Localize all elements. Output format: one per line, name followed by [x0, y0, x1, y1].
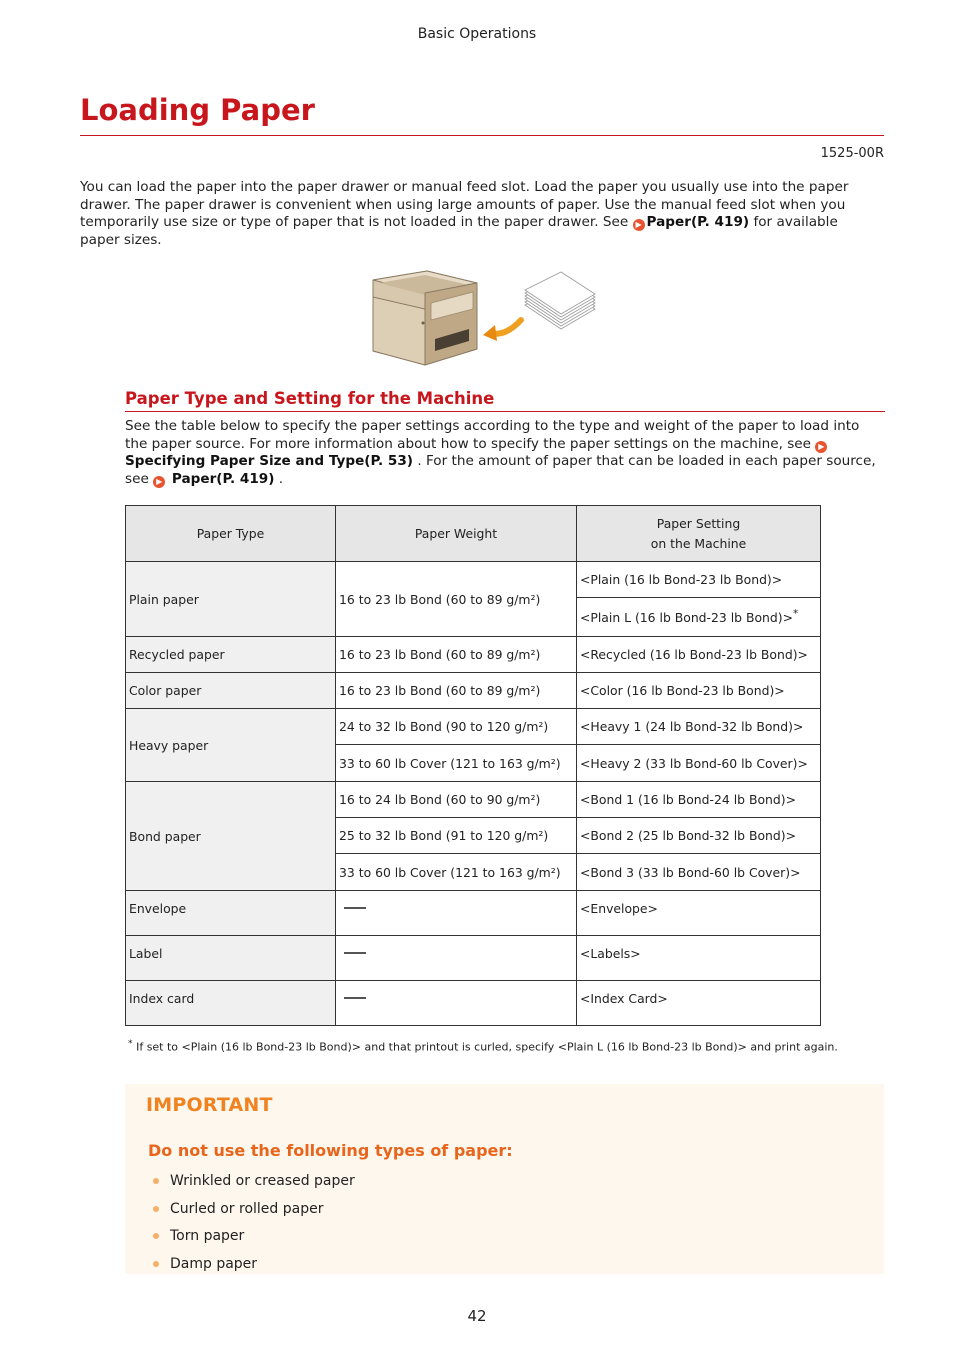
table-row [126, 936, 821, 981]
footnote-text: If set to <Plain (16 lb Bond-23 lb Bond)> and that printout is curled, specify <Plain L (16 lb Bond-23 lb Bond)> and print again. [132, 1040, 838, 1054]
setting-cell: <Color (16 lb Bond-23 lb Bond)> [577, 673, 821, 709]
setting-cell: <Bond 2 (25 lb Bond-32 lb Bond)> [577, 818, 821, 854]
weight-cell: 16 to 23 lb Bond (60 to 89 g/m²) [336, 673, 577, 709]
setting-cell: <Bond 3 (33 lb Bond-60 lb Cover)> [577, 854, 821, 891]
section-divider [125, 411, 885, 412]
footnote-mark: * [793, 608, 799, 621]
table-row [126, 981, 821, 1026]
not-applicable-dash [344, 997, 366, 999]
paper-link-2[interactable] [153, 471, 274, 487]
paper-link-2-label: Paper(P. 419) [171, 470, 275, 487]
list-item-text: Curled or rolled paper [170, 1200, 324, 1217]
important-box [125, 1084, 884, 1274]
weight-cell: 16 to 23 lb Bond (60 to 89 g/m²) [336, 562, 577, 637]
table-footnote [128, 1038, 838, 1054]
paper-settings-table [125, 505, 821, 1026]
list-item-text: Damp paper [170, 1256, 258, 1273]
setting-cell: <Heavy 2 (33 lb Bond-60 lb Cover)> [577, 745, 821, 782]
running-header: Basic Operations [417, 26, 537, 42]
bullet-icon [153, 1178, 159, 1184]
header-paper-type: Paper Type [126, 506, 336, 562]
type-cell: Index card [126, 981, 336, 1026]
important-label: IMPORTANT [146, 1094, 273, 1116]
footnote-mark: * [128, 1038, 133, 1049]
printer-and-paper-illustration [365, 265, 597, 370]
unsuitable-paper-list [151, 1171, 355, 1282]
weight-cell: 33 to 60 lb Cover (121 to 163 g/m²) [336, 854, 577, 891]
specifying-paper-link-label: Specifying Paper Size and Type(P. 53) [125, 453, 413, 469]
type-cell: Label [126, 936, 336, 981]
type-cell: Heavy paper [126, 709, 336, 782]
setting-text: <Plain L (16 lb Bond-23 lb Bond)> [580, 610, 793, 626]
table-row [126, 709, 821, 745]
list-item [151, 1226, 355, 1254]
type-cell: Plain paper [126, 562, 336, 637]
weight-cell [336, 981, 577, 1026]
weight-cell: 16 to 23 lb Bond (60 to 89 g/m²) [336, 637, 577, 673]
table-row [126, 673, 821, 709]
setting-cell: <Recycled (16 lb Bond-23 lb Bond)> [577, 637, 821, 673]
title-divider [80, 135, 884, 136]
header-paper-weight: Paper Weight [336, 506, 577, 562]
link-arrow-icon: ▶ [633, 219, 645, 231]
paper-link-label: Paper(P. 419) [646, 214, 750, 230]
header-paper-setting [577, 506, 821, 562]
header-setting-line1: Paper Setting [656, 515, 741, 531]
section-text-2: . For the amount of paper that can be loaded in each paper source, see [125, 453, 876, 487]
intro-text-after: for available paper sizes. [80, 214, 838, 248]
table-row [126, 782, 821, 818]
link-arrow-icon: ▶ [153, 476, 165, 488]
bullet-icon [153, 1206, 159, 1212]
type-cell: Bond paper [126, 782, 336, 891]
table-row [126, 637, 821, 673]
table-header-row [126, 506, 821, 562]
type-cell: Recycled paper [126, 637, 336, 673]
important-heading: Do not use the following types of paper: [148, 1141, 513, 1160]
list-item [151, 1199, 355, 1227]
not-applicable-dash [344, 907, 366, 909]
setting-cell: <Index Card> [577, 981, 821, 1026]
type-cell: Color paper [126, 673, 336, 709]
weight-cell: 24 to 32 lb Bond (90 to 120 g/m²) [336, 709, 577, 745]
paper-link[interactable] [633, 214, 750, 230]
weight-cell: 16 to 24 lb Bond (60 to 90 g/m²) [336, 782, 577, 818]
setting-cell: <Bond 1 (16 lb Bond-24 lb Bond)> [577, 782, 821, 818]
section-title: Paper Type and Setting for the Machine [125, 389, 495, 408]
link-arrow-icon: ▶ [815, 441, 827, 453]
section-text-3: . [274, 470, 284, 487]
header-setting-line2: on the Machine [650, 535, 747, 551]
setting-cell: <Envelope> [577, 891, 821, 936]
type-cell: Envelope [126, 891, 336, 936]
setting-cell: <Plain (16 lb Bond-23 lb Bond)> [577, 562, 821, 598]
section-paragraph [125, 418, 885, 488]
list-item [151, 1254, 355, 1282]
not-applicable-dash [344, 952, 366, 954]
setting-cell [577, 598, 821, 637]
list-item-text: Torn paper [170, 1228, 245, 1245]
weight-cell [336, 936, 577, 981]
table-row [126, 891, 821, 936]
document-id: 1525-00R [820, 146, 884, 161]
page-number: 42 [467, 1307, 487, 1325]
weight-cell [336, 891, 577, 936]
table-row [126, 562, 821, 598]
list-item-text: Wrinkled or creased paper [170, 1173, 355, 1189]
weight-cell: 25 to 32 lb Bond (91 to 120 g/m²) [336, 818, 577, 854]
intro-text: You can load the paper into the paper drawer or manual feed slot. Load the paper you usually use into the paper drawer. The paper drawer is convenient when using large amounts of paper. Use the manual feed slot when you temporarily use size or type of paper that is not loaded in the paper drawer. See [80, 179, 849, 230]
bullet-icon [153, 1261, 159, 1267]
setting-cell: <Labels> [577, 936, 821, 981]
setting-cell: <Heavy 1 (24 lb Bond-32 lb Bond)> [577, 709, 821, 745]
page-title: Loading Paper [80, 93, 315, 127]
weight-cell: 33 to 60 lb Cover (121 to 163 g/m²) [336, 745, 577, 782]
section-text-1: See the table below to specify the paper settings according to the type and weight of the paper to load into the paper source. For more information about how to specify the paper settings on the machine, see [125, 418, 860, 452]
bullet-icon [153, 1233, 159, 1239]
intro-paragraph [80, 179, 880, 249]
list-item [151, 1171, 355, 1199]
